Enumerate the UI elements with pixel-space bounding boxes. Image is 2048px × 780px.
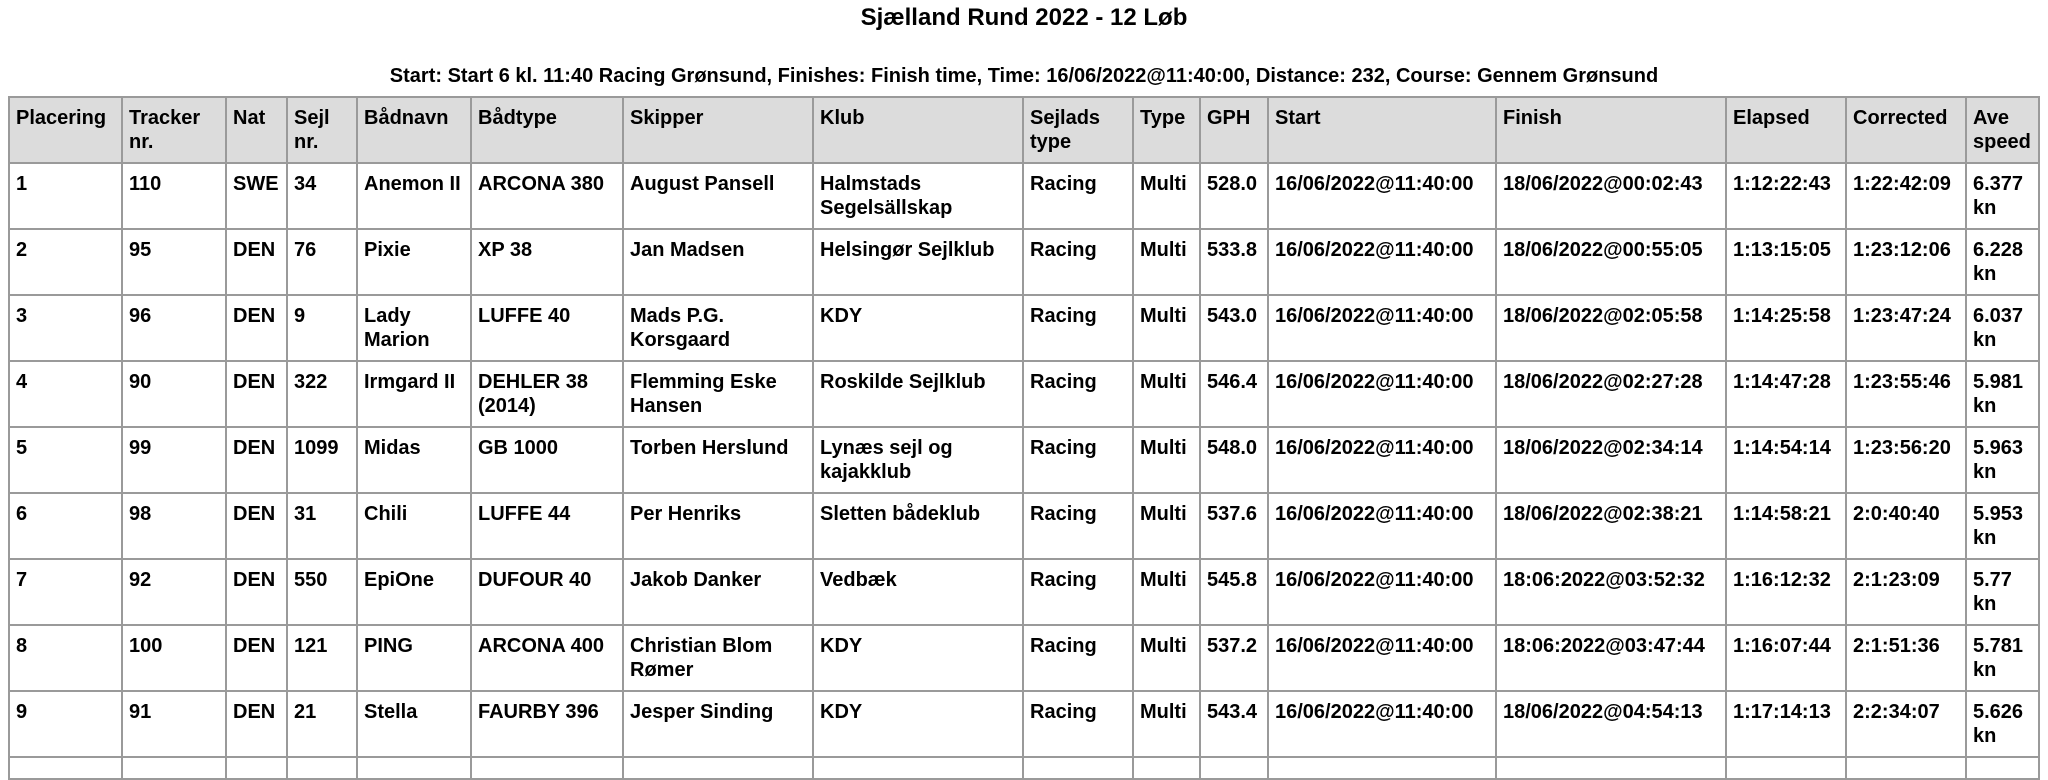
cell-baadtype: FAURBY 396 xyxy=(471,691,623,757)
cell-finish: 18:06:2022@03:47:44 xyxy=(1496,625,1726,691)
cell-klub: Helsingør Sejlklub xyxy=(813,229,1023,295)
cell-nat: DEN xyxy=(226,625,287,691)
cell-corrected: 2:2:34:07 xyxy=(1846,691,1966,757)
cell-skipper: Jakob Danker xyxy=(623,559,813,625)
cell-empty xyxy=(357,757,471,779)
cell-elapsed: 1:14:25:58 xyxy=(1726,295,1846,361)
cell-type: Multi xyxy=(1133,295,1200,361)
table-row xyxy=(9,229,2039,295)
cell-nat: DEN xyxy=(226,229,287,295)
table-row xyxy=(9,625,2039,691)
cell-baadtype: ARCONA 380 xyxy=(471,163,623,229)
col-header-baadtype[interactable]: Bådtype xyxy=(471,97,623,163)
cell-sejlads-type: Racing xyxy=(1023,691,1133,757)
cell-ave-speed: 5.781 kn xyxy=(1966,625,2039,691)
cell-gph: 537.2 xyxy=(1200,625,1268,691)
col-header-tracker-nr[interactable]: Tracker nr. xyxy=(122,97,226,163)
cell-baadnavn: Lady Marion xyxy=(357,295,471,361)
col-header-finish[interactable]: Finish xyxy=(1496,97,1726,163)
results-body xyxy=(9,163,2039,779)
cell-start: 16/06/2022@11:40:00 xyxy=(1268,361,1496,427)
cell-empty xyxy=(623,757,813,779)
cell-empty xyxy=(813,757,1023,779)
cell-baadnavn: Pixie xyxy=(357,229,471,295)
cell-finish: 18/06/2022@02:34:14 xyxy=(1496,427,1726,493)
cell-klub: KDY xyxy=(813,691,1023,757)
cell-type: Multi xyxy=(1133,625,1200,691)
cell-baadnavn: Midas xyxy=(357,427,471,493)
cell-corrected: 1:23:56:20 xyxy=(1846,427,1966,493)
cell-empty xyxy=(122,757,226,779)
cell-type: Multi xyxy=(1133,361,1200,427)
cell-tracker-nr: 110 xyxy=(122,163,226,229)
cell-nat: DEN xyxy=(226,691,287,757)
cell-nat: DEN xyxy=(226,295,287,361)
cell-tracker-nr: 91 xyxy=(122,691,226,757)
cell-sejlads-type: Racing xyxy=(1023,361,1133,427)
cell-skipper: Jan Madsen xyxy=(623,229,813,295)
cell-corrected: 1:22:42:09 xyxy=(1846,163,1966,229)
col-header-skipper[interactable]: Skipper xyxy=(623,97,813,163)
col-header-placering[interactable]: Placering xyxy=(9,97,122,163)
cell-gph: 543.0 xyxy=(1200,295,1268,361)
cell-type: Multi xyxy=(1133,559,1200,625)
cell-tracker-nr: 99 xyxy=(122,427,226,493)
cell-baadtype: DUFOUR 40 xyxy=(471,559,623,625)
cell-placering: 1 xyxy=(9,163,122,229)
cell-elapsed: 1:16:07:44 xyxy=(1726,625,1846,691)
table-row xyxy=(9,493,2039,559)
cell-baadtype: GB 1000 xyxy=(471,427,623,493)
cell-baadtype: ARCONA 400 xyxy=(471,625,623,691)
cell-empty xyxy=(1023,757,1133,779)
col-header-corrected[interactable]: Corrected xyxy=(1846,97,1966,163)
table-row xyxy=(9,163,2039,229)
cell-baadnavn: PING xyxy=(357,625,471,691)
cell-elapsed: 1:13:15:05 xyxy=(1726,229,1846,295)
cell-gph: 548.0 xyxy=(1200,427,1268,493)
table-row xyxy=(9,691,2039,757)
cell-gph: 528.0 xyxy=(1200,163,1268,229)
cell-klub: Lynæs sejl og kajakklub xyxy=(813,427,1023,493)
cell-elapsed: 1:17:14:13 xyxy=(1726,691,1846,757)
cell-nat: DEN xyxy=(226,427,287,493)
cell-ave-speed: 5.963 kn xyxy=(1966,427,2039,493)
cell-placering: 5 xyxy=(9,427,122,493)
race-info: Start: Start 6 kl. 11:40 Racing Grønsund, Finishes: Finish time, Time: 16/06/2022@11:40:00, Distance: 232, Course: Gennem Grønsund xyxy=(389,65,1659,87)
cell-sejl-nr: 21 xyxy=(287,691,357,757)
cell-gph: 545.8 xyxy=(1200,559,1268,625)
cell-tracker-nr: 90 xyxy=(122,361,226,427)
cell-type: Multi xyxy=(1133,493,1200,559)
table-header-row xyxy=(9,97,2039,163)
cell-corrected: 2:0:40:40 xyxy=(1846,493,1966,559)
cell-type: Multi xyxy=(1133,229,1200,295)
cell-nat: SWE xyxy=(226,163,287,229)
cell-gph: 543.4 xyxy=(1200,691,1268,757)
cell-start: 16/06/2022@11:40:00 xyxy=(1268,559,1496,625)
cell-ave-speed: 5.626 kn xyxy=(1966,691,2039,757)
cell-ave-speed: 6.377 kn xyxy=(1966,163,2039,229)
cell-sejl-nr: 550 xyxy=(287,559,357,625)
cell-empty xyxy=(1268,757,1496,779)
cell-type: Multi xyxy=(1133,691,1200,757)
table-row xyxy=(9,295,2039,361)
cell-klub: Vedbæk xyxy=(813,559,1023,625)
cell-tracker-nr: 92 xyxy=(122,559,226,625)
cell-start: 16/06/2022@11:40:00 xyxy=(1268,229,1496,295)
cell-empty xyxy=(1496,757,1726,779)
col-header-baadnavn[interactable]: Bådnavn xyxy=(357,97,471,163)
table-row xyxy=(9,559,2039,625)
col-header-type[interactable]: Type xyxy=(1133,97,1200,163)
cell-finish: 18/06/2022@00:02:43 xyxy=(1496,163,1726,229)
cell-elapsed: 1:14:47:28 xyxy=(1726,361,1846,427)
cell-sejlads-type: Racing xyxy=(1023,625,1133,691)
table-row-partial xyxy=(9,757,2039,779)
cell-placering: 9 xyxy=(9,691,122,757)
col-header-start[interactable]: Start xyxy=(1268,97,1496,163)
cell-tracker-nr: 100 xyxy=(122,625,226,691)
cell-start: 16/06/2022@11:40:00 xyxy=(1268,427,1496,493)
cell-empty xyxy=(1846,757,1966,779)
cell-corrected: 1:23:47:24 xyxy=(1846,295,1966,361)
cell-empty xyxy=(9,757,122,779)
cell-placering: 2 xyxy=(9,229,122,295)
cell-elapsed: 1:14:54:14 xyxy=(1726,427,1846,493)
col-header-sejlads-type[interactable]: Sejlads type xyxy=(1023,97,1133,163)
cell-baadnavn: EpiOne xyxy=(357,559,471,625)
cell-sejl-nr: 9 xyxy=(287,295,357,361)
cell-ave-speed: 6.037 kn xyxy=(1966,295,2039,361)
cell-empty xyxy=(1133,757,1200,779)
cell-klub: Sletten bådeklub xyxy=(813,493,1023,559)
cell-placering: 7 xyxy=(9,559,122,625)
cell-skipper: Per Henriks xyxy=(623,493,813,559)
cell-empty xyxy=(1726,757,1846,779)
cell-skipper: August Pansell xyxy=(623,163,813,229)
cell-elapsed: 1:16:12:32 xyxy=(1726,559,1846,625)
cell-corrected: 1:23:12:06 xyxy=(1846,229,1966,295)
cell-sejlads-type: Racing xyxy=(1023,559,1133,625)
cell-finish: 18/06/2022@04:54:13 xyxy=(1496,691,1726,757)
cell-elapsed: 1:14:58:21 xyxy=(1726,493,1846,559)
cell-start: 16/06/2022@11:40:00 xyxy=(1268,691,1496,757)
cell-start: 16/06/2022@11:40:00 xyxy=(1268,295,1496,361)
table-row xyxy=(9,427,2039,493)
cell-sejlads-type: Racing xyxy=(1023,295,1133,361)
results-table xyxy=(8,96,2040,780)
page-title: Sjælland Rund 2022 - 12 Løb xyxy=(860,4,1188,31)
cell-gph: 546.4 xyxy=(1200,361,1268,427)
cell-nat: DEN xyxy=(226,493,287,559)
cell-skipper: Flemming Eske Hansen xyxy=(623,361,813,427)
cell-start: 16/06/2022@11:40:00 xyxy=(1268,493,1496,559)
cell-sejlads-type: Racing xyxy=(1023,493,1133,559)
cell-elapsed: 1:12:22:43 xyxy=(1726,163,1846,229)
cell-baadtype: LUFFE 44 xyxy=(471,493,623,559)
cell-klub: Halmstads Segelsällskap xyxy=(813,163,1023,229)
cell-finish: 18/06/2022@02:38:21 xyxy=(1496,493,1726,559)
col-header-sejl-nr[interactable]: Sejl nr. xyxy=(287,97,357,163)
cell-baadnavn: Chili xyxy=(357,493,471,559)
cell-empty xyxy=(1200,757,1268,779)
col-header-klub[interactable]: Klub xyxy=(813,97,1023,163)
cell-placering: 8 xyxy=(9,625,122,691)
cell-tracker-nr: 96 xyxy=(122,295,226,361)
cell-ave-speed: 5.77 kn xyxy=(1966,559,2039,625)
cell-baadtype: XP 38 xyxy=(471,229,623,295)
cell-gph: 533.8 xyxy=(1200,229,1268,295)
cell-skipper: Jesper Sinding xyxy=(623,691,813,757)
cell-ave-speed: 5.953 kn xyxy=(1966,493,2039,559)
col-header-nat[interactable]: Nat xyxy=(226,97,287,163)
cell-nat: DEN xyxy=(226,361,287,427)
cell-placering: 3 xyxy=(9,295,122,361)
cell-finish: 18/06/2022@02:05:58 xyxy=(1496,295,1726,361)
cell-sejlads-type: Racing xyxy=(1023,163,1133,229)
cell-baadtype: LUFFE 40 xyxy=(471,295,623,361)
cell-empty xyxy=(1966,757,2039,779)
cell-skipper: Mads P.G. Korsgaard xyxy=(623,295,813,361)
cell-gph: 537.6 xyxy=(1200,493,1268,559)
table-row xyxy=(9,361,2039,427)
col-header-ave-speed[interactable]: Ave speed xyxy=(1966,97,2039,163)
cell-start: 16/06/2022@11:40:00 xyxy=(1268,625,1496,691)
cell-nat: DEN xyxy=(226,559,287,625)
cell-type: Multi xyxy=(1133,427,1200,493)
cell-placering: 6 xyxy=(9,493,122,559)
cell-baadtype: DEHLER 38 (2014) xyxy=(471,361,623,427)
cell-sejlads-type: Racing xyxy=(1023,427,1133,493)
cell-empty xyxy=(471,757,623,779)
cell-sejl-nr: 121 xyxy=(287,625,357,691)
cell-skipper: Torben Herslund xyxy=(623,427,813,493)
cell-klub: Roskilde Sejlklub xyxy=(813,361,1023,427)
cell-empty xyxy=(287,757,357,779)
cell-empty xyxy=(226,757,287,779)
cell-corrected: 2:1:51:36 xyxy=(1846,625,1966,691)
col-header-gph[interactable]: GPH xyxy=(1200,97,1268,163)
cell-finish: 18/06/2022@02:27:28 xyxy=(1496,361,1726,427)
cell-sejl-nr: 322 xyxy=(287,361,357,427)
cell-tracker-nr: 95 xyxy=(122,229,226,295)
cell-tracker-nr: 98 xyxy=(122,493,226,559)
cell-sejl-nr: 1099 xyxy=(287,427,357,493)
cell-corrected: 2:1:23:09 xyxy=(1846,559,1966,625)
cell-corrected: 1:23:55:46 xyxy=(1846,361,1966,427)
cell-ave-speed: 6.228 kn xyxy=(1966,229,2039,295)
col-header-elapsed[interactable]: Elapsed xyxy=(1726,97,1846,163)
cell-finish: 18:06:2022@03:52:32 xyxy=(1496,559,1726,625)
cell-baadnavn: Stella xyxy=(357,691,471,757)
cell-sejlads-type: Racing xyxy=(1023,229,1133,295)
cell-baadnavn: Anemon II xyxy=(357,163,471,229)
cell-start: 16/06/2022@11:40:00 xyxy=(1268,163,1496,229)
cell-type: Multi xyxy=(1133,163,1200,229)
cell-skipper: Christian Blom Rømer xyxy=(623,625,813,691)
cell-sejl-nr: 76 xyxy=(287,229,357,295)
cell-finish: 18/06/2022@00:55:05 xyxy=(1496,229,1726,295)
cell-ave-speed: 5.981 kn xyxy=(1966,361,2039,427)
cell-klub: KDY xyxy=(813,295,1023,361)
cell-placering: 4 xyxy=(9,361,122,427)
cell-sejl-nr: 34 xyxy=(287,163,357,229)
cell-sejl-nr: 31 xyxy=(287,493,357,559)
cell-baadnavn: Irmgard II xyxy=(357,361,471,427)
cell-klub: KDY xyxy=(813,625,1023,691)
